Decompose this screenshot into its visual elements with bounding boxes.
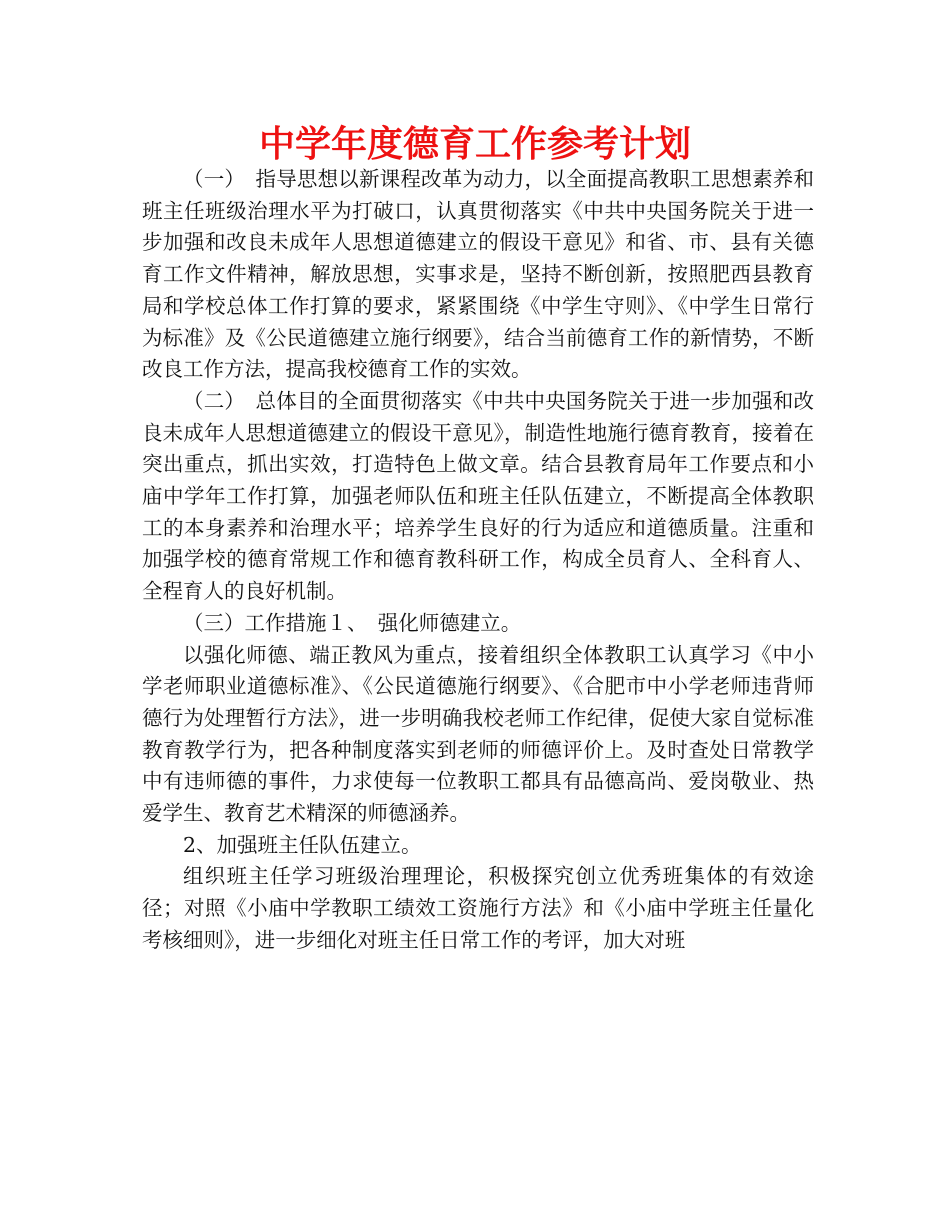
- paragraph-class-teacher-heading: 2、加强班主任队伍建立。: [183, 832, 422, 857]
- document-body: [142, 164, 814, 957]
- paragraph-work-measures-heading: （三）工作措施１、 强化师德建立。: [183, 610, 522, 635]
- paragraph-overall-goal: （二） 总体目的全面贯彻落实《中共中央国务院关于进一步加强和改良未成年人思想道德建立的假设干意见》，制造性地施行德育教育，接着在突出重点，抓出实效，打造特色上做文章。结合县教育局年工作要点和小庙中学年工作打算，加强老师队伍和班主任队伍建立，不断提高全体教职工的本身素养和治理水平；培养学生良好的行为适应和道德质量。注重和加强学校的德育常规工作和德育教科研工作，构成全员育人、全科育人、全程育人的良好机制。: [142, 388, 814, 604]
- document-title: 中学年度德育工作参考计划: [258, 124, 691, 165]
- paragraph-class-teacher-body: 组织班主任学习班级治理理论，积极探究创立优秀班集体的有效途径；对照《小庙中学教职工绩效工资施行方法》和《小庙中学班主任量化考核细则》，进一步细化对班主任日常工作的考评，加大对班: [142, 864, 814, 952]
- paragraph-guiding-ideology: （一） 指导思想以新课程改革为动力，以全面提高教职工思想素养和班主任班级治理水平为打破口，认真贯彻落实《中共中央国务院关于进一步加强和改良未成年人思想道德建立的假设干意见》和省、市、县有关德育工作文件精神，解放思想，实事求是，坚持不断创新，按照肥西县教育局和学校总体工作打算的要求，紧紧围绕《中学生守则》、《中学生日常行为标准》及《公民道德建立施行纲要》，结合当前德育工作的新情势，不断改良工作方法，提高我校德育工作的实效。: [142, 167, 814, 382]
- paragraph-teacher-ethics: 以强化师德、端正教风为重点，接着组织全体教职工认真学习《中小学老师职业道德标准》、《公民道德施行纲要》、《合肥市中小学老师违背师德行为处理暂行方法》，进一步明确我校老师工作纪律，促使大家自觉标准教育教学行为，把各种制度落实到老师的师德评价上。及时查处日常教学中有违师德的事件，力求使每一位教职工都具有品德高尚、爱岗敬业、热爱学生、教育艺术精深的师德涵养。: [142, 642, 814, 826]
